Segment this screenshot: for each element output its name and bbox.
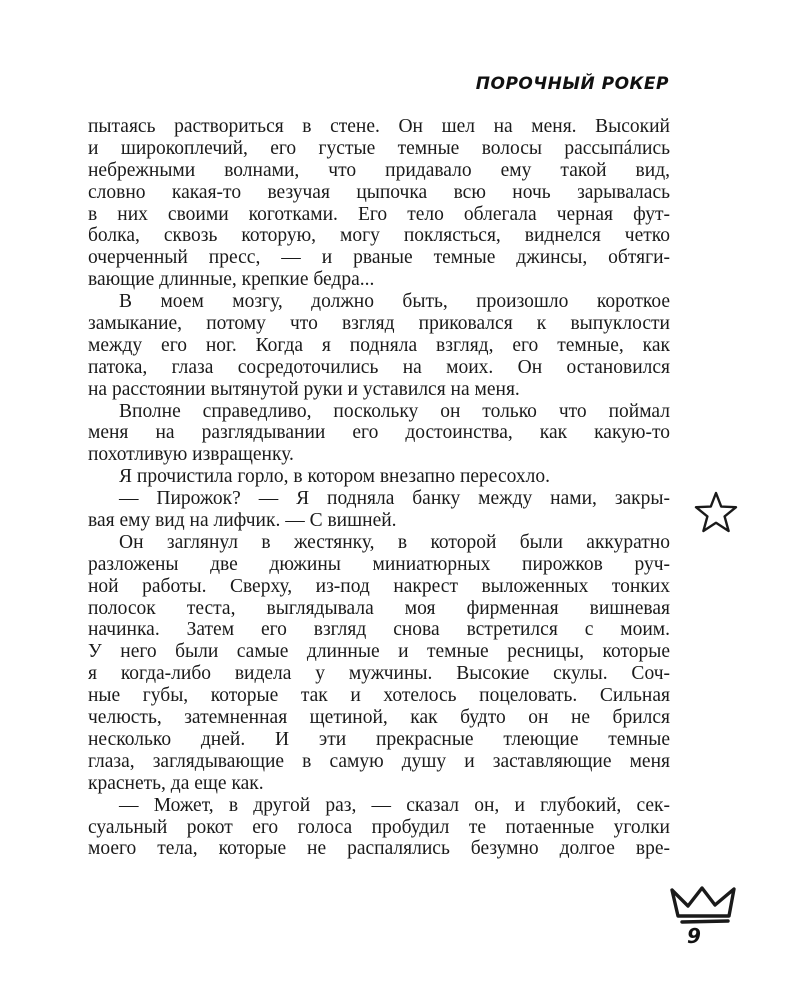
text-line: несколько дней. И эти прекрасные тлеющие темные xyxy=(88,728,670,750)
text-line: моего тела, которые не распалялись безумно долгое вре- xyxy=(88,838,670,860)
text-line: В моем мозгу, должно быть, произошло короткое xyxy=(119,291,670,313)
text-line: меня на разглядывании его достоинства, как какую-то xyxy=(88,422,670,444)
body-text xyxy=(88,116,670,860)
text-line: болка, сквозь которую, могу поклясться, виднелся четко xyxy=(88,225,670,247)
text-line: вающие длинные, крепкие бедра... xyxy=(88,269,375,291)
text-line: ной работы. Сверху, из-под накрест выложенных тонких xyxy=(88,575,670,597)
text-line: глаза, заглядывающие в самую душу и заставляющие меня xyxy=(88,750,670,772)
text-line: похотливую извращенку. xyxy=(88,444,294,466)
text-line: на расстоянии вытянутой руки и уставился на меня. xyxy=(88,378,520,400)
text-line: ные губы, которые так и хотелось поцеловать. Сильная xyxy=(88,685,670,707)
text-line: — Пирожок? — Я подняла банку между нами, закры- xyxy=(119,488,670,510)
text-line: суальный рокот его голоса пробудил те потаенные уголки xyxy=(88,816,670,838)
text-line: я когда-либо видела у мужчины. Высокие скулы. Соч- xyxy=(88,663,670,685)
text-line: патока, глаза сосредоточились на моих. Он остановился xyxy=(88,356,670,378)
text-line: пытаясь раствориться в стене. Он шел на меня. Высокий xyxy=(88,116,670,137)
text-line: между его ног. Когда я подняла взгляд, его темные, как xyxy=(88,334,670,356)
text-line: в них своими коготками. Его тело облегала черная фут- xyxy=(88,203,670,225)
text-line: начинка. Затем его взгляд снова встретился с моим. xyxy=(88,619,670,641)
text-line: и широкоплечий, его густые темные волосы рассыпáлись xyxy=(88,137,670,159)
star-icon xyxy=(693,490,739,534)
page-number: 9 xyxy=(687,924,701,948)
text-line: челюсть, затемненная щетиной, как будто он не брился xyxy=(88,707,670,729)
text-line: полосок теста, выглядывала моя фирменная вишневая xyxy=(88,597,670,619)
text-line: Он заглянул в жестянку, в которой были аккуратно xyxy=(119,531,670,553)
text-line: небрежными волнами, что придавало ему такой вид, xyxy=(88,159,670,181)
text-line: очерченный пресс, — и рваные темные джинсы, обтяги- xyxy=(88,247,670,269)
text-line: вая ему вид на лифчик. — С вишней. xyxy=(88,510,397,532)
text-line: Я прочистила горло, в котором внезапно пересохло. xyxy=(119,466,550,488)
text-line: Вполне справедливо, поскольку он только что поймал xyxy=(119,400,670,422)
crown-icon xyxy=(668,884,738,924)
text-line: замыкание, потому что взгляд приковался к выпуклости xyxy=(88,313,670,335)
text-line: — Может, в другой раз, — сказал он, и глубокий, сек- xyxy=(119,794,670,816)
running-title: ПОРОЧНЫЙ РОКЕР xyxy=(475,74,669,94)
text-line: словно какая-то везучая цыпочка всю ночь зарывалась xyxy=(88,181,670,203)
text-line: разложены две дюжины миниатюрных пирожков руч- xyxy=(88,553,670,575)
text-line: краснеть, да еще как. xyxy=(88,772,264,794)
text-line: У него были самые длинные и темные ресницы, которые xyxy=(88,641,670,663)
